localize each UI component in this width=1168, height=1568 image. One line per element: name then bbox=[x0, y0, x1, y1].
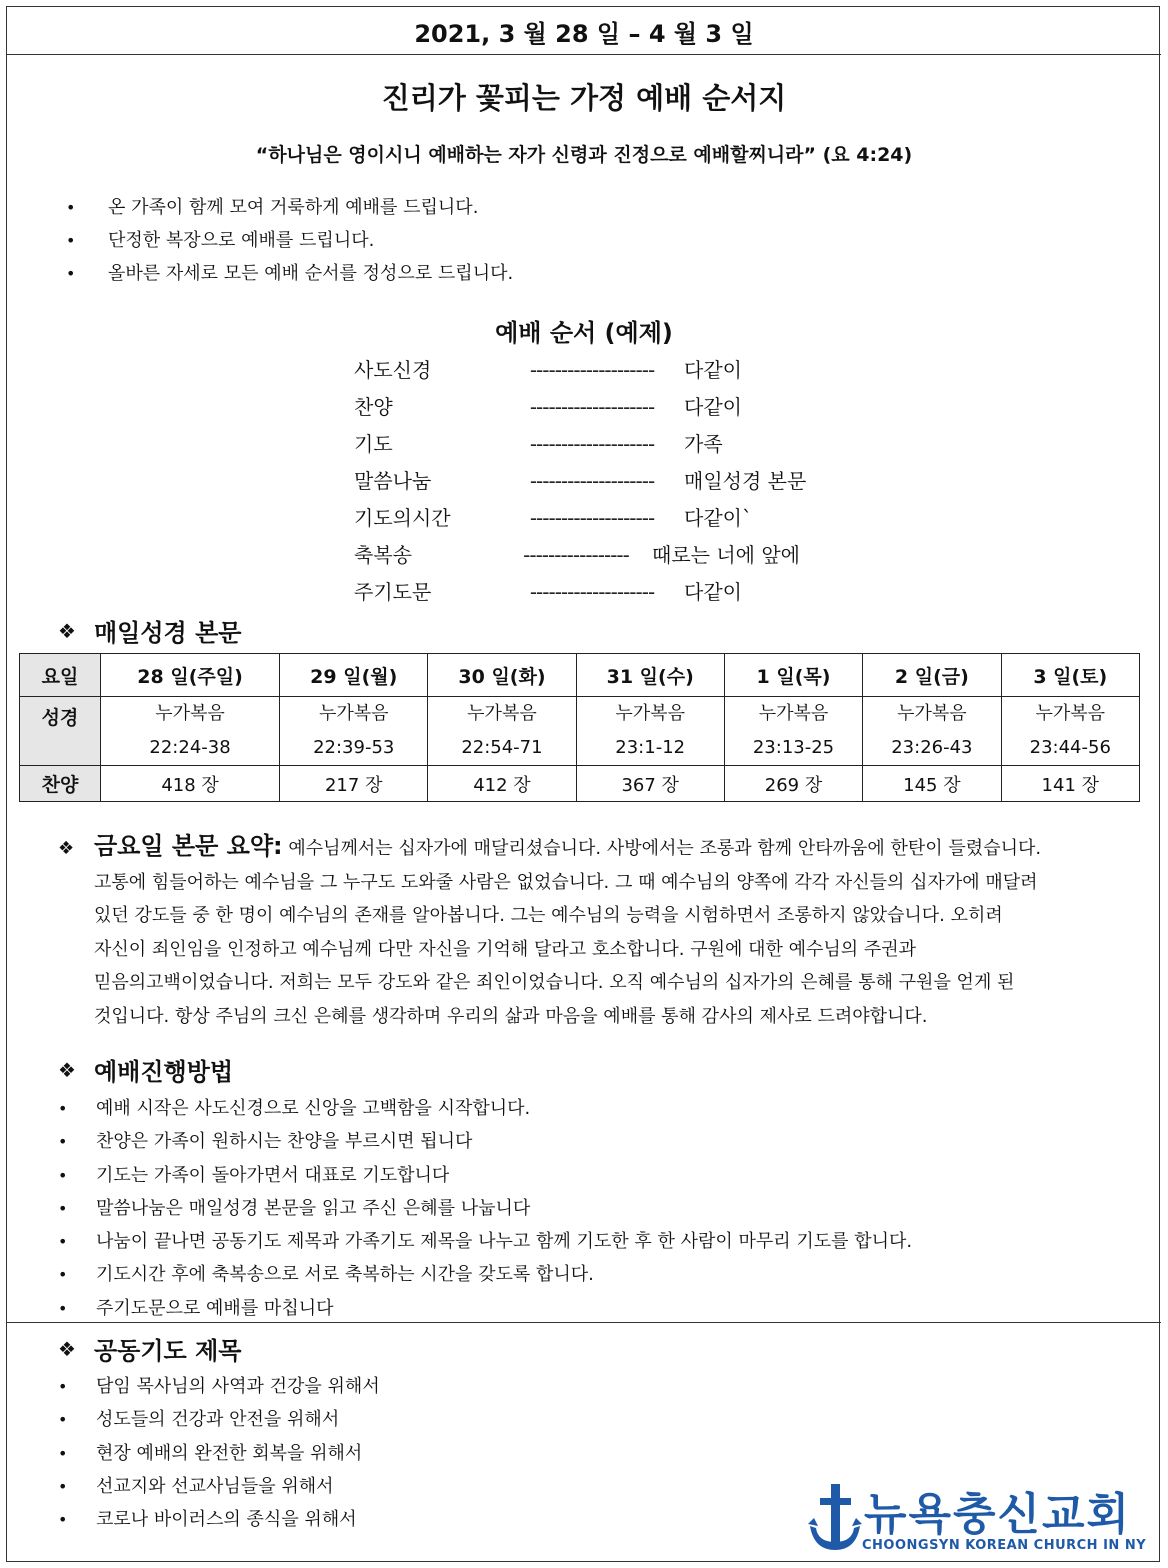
book-name: 누가복음 bbox=[897, 703, 967, 724]
summary-text: 있던 강도들 중 한 명이 예수님의 존재를 알아봅니다. 그는 예수님의 능력을 시험하면서 조롱하지 않았습니다. 오히려 bbox=[94, 905, 1003, 927]
bible-reading-table bbox=[19, 653, 1140, 802]
order-row bbox=[354, 500, 824, 537]
table-day: 30 일(화) bbox=[428, 654, 576, 697]
passage: 23:1-12 bbox=[615, 737, 686, 758]
book-name: 누가복음 bbox=[615, 703, 685, 724]
list-item: • 선교지와 선교사님들을 위해서 bbox=[58, 1470, 380, 1503]
order-item: 말씀나눔 bbox=[354, 469, 432, 493]
order-row bbox=[354, 426, 824, 463]
table-cell bbox=[280, 697, 428, 766]
order-item: 기도 bbox=[354, 432, 393, 456]
list-item: • 예배 시작은 사도신경으로 신앙을 고백함을 시작합니다. bbox=[58, 1092, 912, 1125]
book-name: 누가복음 bbox=[467, 703, 537, 724]
hymn-number: 141 장 bbox=[1001, 766, 1139, 802]
order-row bbox=[354, 574, 824, 611]
order-title: 예배 순서 (예제) bbox=[495, 319, 673, 347]
book-name: 누가복음 bbox=[1035, 703, 1106, 724]
summary-text: 것입니다. 항상 주님의 크신 은혜를 생각하며 우리의 삶과 마음을 예배를 통해 감사의 제사로 드려야합니다. bbox=[94, 1005, 928, 1027]
row-label-songs: 찬양 bbox=[20, 766, 101, 802]
order-leader: 가족 bbox=[684, 432, 723, 456]
method-heading bbox=[58, 1052, 233, 1087]
church-subtitle: CHOONGSYN KOREAN CHURCH IN NY bbox=[862, 1538, 1147, 1553]
order-row bbox=[354, 463, 824, 500]
book-name: 누가복음 bbox=[155, 703, 225, 724]
list-item: • 온 가족이 함께 모여 거룩하게 예배를 드립니다. bbox=[62, 191, 513, 224]
order-leader-line: -------------------- bbox=[529, 580, 655, 604]
book-name: 누가복음 bbox=[758, 703, 829, 724]
table-day: 29 일(월) bbox=[280, 654, 428, 697]
diamond-bullet-icon: ❖ bbox=[58, 1336, 76, 1361]
order-leader-line: -------------------- bbox=[529, 469, 655, 493]
hymn-number: 418 장 bbox=[101, 766, 280, 802]
friday-summary bbox=[58, 830, 1148, 1034]
order-leader: 때로는 너에 앞에 bbox=[652, 543, 800, 567]
order-item: 주기도문 bbox=[354, 580, 432, 604]
list-item: • 올바른 자세로 모든 예배 순서를 정성으로 드립니다. bbox=[62, 257, 513, 290]
passage: 22:39-53 bbox=[313, 737, 395, 758]
passage: 22:54-71 bbox=[461, 737, 543, 758]
row-label-bible: 성경 bbox=[20, 697, 101, 766]
prayer-heading-text: 공동기도 제목 bbox=[94, 1337, 242, 1365]
list-item: • 기도시간 후에 축복송으로 서로 축복하는 시간을 갖도록 합니다. bbox=[58, 1258, 912, 1291]
summary-text: 고통에 힘들어하는 예수님을 그 누구도 도와줄 사람은 없었습니다. 그 때 예수님의 양쪽에 각각 자신들의 십자가에 매달려 bbox=[94, 871, 1038, 893]
order-leader: 매일성경 본문 bbox=[684, 469, 807, 493]
worship-order bbox=[354, 352, 824, 611]
table-cell bbox=[863, 697, 1001, 766]
order-item: 찬양 bbox=[354, 395, 393, 419]
hymn-number: 217 장 bbox=[280, 766, 428, 802]
page-title: 진리가 꽃피는 가정 예배 순서지 bbox=[381, 81, 787, 115]
hymn-number: 367 장 bbox=[576, 766, 724, 802]
order-row bbox=[354, 352, 824, 389]
table-day: 1 일(목) bbox=[724, 654, 862, 697]
table-corner: 요일 bbox=[20, 654, 101, 697]
table-header-row bbox=[20, 654, 1140, 697]
order-leader: 다같이 bbox=[684, 358, 742, 382]
order-leader-line: -------------------- bbox=[529, 395, 655, 419]
passage: 23:44-56 bbox=[1029, 737, 1111, 758]
order-leader-line: ----------------- bbox=[523, 543, 629, 567]
list-item: • 코로나 바이러스의 종식을 위해서 bbox=[58, 1503, 380, 1536]
diamond-bullet-icon: ❖ bbox=[58, 1057, 76, 1082]
table-row-bible bbox=[20, 697, 1140, 766]
summary-text: 예수님께서는 십자가에 매달리셨습니다. 사방에서는 조롱과 함께 안타까움에 한탄이 들렸습니다. bbox=[288, 838, 1042, 859]
list-item: • 현장 예배의 완전한 회복을 위해서 bbox=[58, 1437, 380, 1470]
table-cell bbox=[428, 697, 576, 766]
table-day: 28 일(주일) bbox=[101, 654, 280, 697]
passage: 22:24-38 bbox=[149, 737, 231, 758]
order-row bbox=[354, 537, 824, 574]
table-cell bbox=[576, 697, 724, 766]
table-day: 2 일(금) bbox=[863, 654, 1001, 697]
order-leader-line: -------------------- bbox=[529, 358, 655, 382]
order-leader: 다같이 bbox=[684, 395, 742, 419]
bible-heading bbox=[58, 613, 241, 648]
list-item: • 담임 목사님의 사역과 건강을 위해서 bbox=[58, 1370, 380, 1403]
order-leader: 다같이 bbox=[684, 580, 742, 604]
prayer-list bbox=[58, 1370, 380, 1536]
table-cell bbox=[101, 697, 280, 766]
hymn-number: 412 장 bbox=[428, 766, 576, 802]
order-leader-line: -------------------- bbox=[529, 506, 655, 530]
summary-text: 자신이 죄인임을 인정하고 예수님께 다만 자신을 기억해 달라고 호소합니다. 구원에 대한 예수님의 주권과 bbox=[94, 938, 917, 960]
intro-list bbox=[62, 191, 513, 290]
list-item: • 나눔이 끝나면 공동기도 제목과 가족기도 제목을 나누고 함께 기도한 후 한 사람이 마무리 기도를 합니다. bbox=[58, 1225, 912, 1258]
method-heading-text: 예배진행방법 bbox=[94, 1058, 234, 1086]
prayer-heading bbox=[58, 1331, 241, 1366]
date-range: 2021, 3 월 28 일 – 4 월 3 일 bbox=[414, 20, 754, 48]
order-item: 사도신경 bbox=[354, 358, 432, 382]
passage: 23:13-25 bbox=[752, 737, 835, 758]
list-item: • 성도들의 건강과 안전을 위해서 bbox=[58, 1403, 380, 1436]
table-cell bbox=[1001, 697, 1139, 766]
list-item: • 단정한 복장으로 예배를 드립니다. bbox=[62, 224, 513, 257]
table-day: 31 일(수) bbox=[576, 654, 724, 697]
book-name: 누가복음 bbox=[318, 703, 389, 724]
order-leader: 다같이` bbox=[684, 506, 752, 530]
method-list bbox=[58, 1092, 912, 1325]
bible-heading-text: 매일성경 본문 bbox=[94, 619, 242, 647]
list-item: • 주기도문으로 예배를 마칩니다 bbox=[58, 1292, 912, 1325]
table-cell bbox=[724, 697, 862, 766]
header-divider bbox=[6, 54, 1161, 55]
summary-label: 금요일 본문 요약: bbox=[94, 832, 283, 860]
order-item: 기도의시간 bbox=[354, 506, 451, 530]
cross-anchor-icon bbox=[806, 1478, 864, 1558]
list-item: • 기도는 가족이 돌아가면서 대표로 기도합니다 bbox=[58, 1159, 912, 1192]
church-logo bbox=[806, 1478, 1154, 1562]
hymn-number: 145 장 bbox=[863, 766, 1001, 802]
passage: 23:26-43 bbox=[891, 737, 973, 758]
summary-first-line bbox=[58, 830, 1148, 866]
order-leader-line: -------------------- bbox=[529, 432, 655, 456]
diamond-bullet-icon: ❖ bbox=[58, 838, 75, 859]
order-row bbox=[354, 389, 824, 426]
table-day: 3 일(토) bbox=[1001, 654, 1139, 697]
table-row-songs bbox=[20, 766, 1140, 802]
hymn-number: 269 장 bbox=[724, 766, 862, 802]
order-item: 축복송 bbox=[354, 543, 412, 567]
diamond-bullet-icon: ❖ bbox=[58, 618, 76, 643]
summary-text: 믿음의고백이었습니다. 저희는 모두 강도와 같은 죄인이었습니다. 오직 예수님의 십자가의 은혜를 통해 구원을 얻게 된 bbox=[94, 972, 1015, 994]
list-item: • 말씀나눔은 매일성경 본문을 읽고 주신 은혜를 나눕니다 bbox=[58, 1192, 912, 1225]
scripture-verse: “하나님은 영이시니 예배하는 자가 신령과 진정으로 예배할찌니라” (요 4:24) bbox=[255, 144, 913, 166]
church-name: 뉴욕충신교회 bbox=[864, 1489, 1132, 1540]
list-item: • 찬양은 가족이 원하시는 찬양을 부르시면 됩니다 bbox=[58, 1125, 912, 1158]
